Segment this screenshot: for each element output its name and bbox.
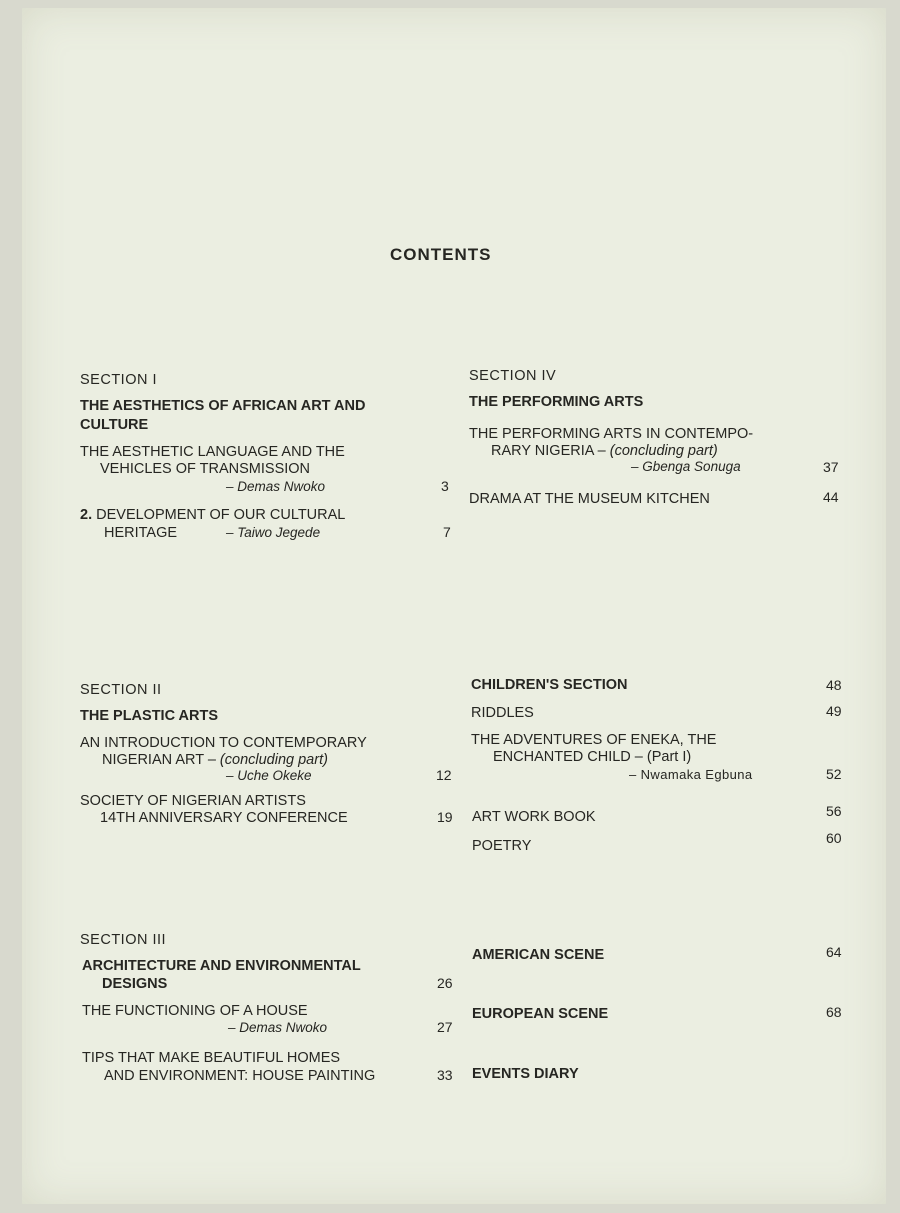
toc-entry-intro-contemporary-line2 — [102, 751, 328, 769]
toc-entry-poetry: POETRY — [472, 838, 532, 854]
toc-entry-eneka-line2: ENCHANTED CHILD – (Part I) — [493, 749, 692, 765]
toc-author-demas-nwoko: – Demas Nwoko — [226, 479, 326, 494]
toc-page-number: 26 — [437, 975, 453, 991]
toc-page-number: 56 — [826, 803, 842, 819]
childrens-section-heading: CHILDREN'S SECTION — [471, 677, 628, 693]
toc-page-number: 60 — [826, 830, 842, 846]
toc-entry-text: DEVELOPMENT OF OUR CULTURAL — [96, 507, 346, 523]
toc-entry-american-scene: AMERICAN SCENE — [472, 947, 605, 963]
toc-entry-eneka-line1: THE ADVENTURES OF ENEKA, THE — [471, 732, 717, 748]
toc-author-nwamaka-egbuna: – Nwamaka Egbuna — [629, 767, 753, 782]
toc-entry-aesthetic-language-line2: VEHICLES OF TRANSMISSION — [100, 461, 311, 477]
toc-entry-cultural-heritage-line2: HERITAGE — [104, 525, 178, 541]
toc-page-number: 64 — [826, 944, 842, 960]
section-i-subtitle-line2: CULTURE — [80, 417, 149, 433]
toc-author-taiwo-jegede: – Taiwo Jegede — [226, 525, 321, 540]
section-iv-heading: SECTION IV — [469, 368, 557, 384]
toc-page-number: 7 — [443, 524, 451, 540]
page-title: CONTENTS — [390, 245, 492, 264]
toc-entry-aesthetic-language-line1: THE AESTHETIC LANGUAGE AND THE — [80, 444, 345, 460]
toc-page-number: 48 — [826, 677, 842, 693]
toc-entry-text: RARY NIGERIA – — [491, 443, 610, 459]
section-i-heading: SECTION I — [80, 372, 158, 388]
toc-page-number: 12 — [436, 767, 452, 783]
toc-page-number: 52 — [826, 766, 842, 782]
toc-entry-number: 2. — [80, 507, 93, 523]
section-i-subtitle-line1: THE AESTHETICS OF AFRICAN ART AND — [80, 398, 366, 414]
toc-entry-tips-line2: AND ENVIRONMENT: HOUSE PAINTING — [104, 1068, 376, 1084]
toc-page-number: 3 — [441, 478, 449, 494]
toc-page-number: 44 — [823, 489, 839, 505]
toc-page-number: 49 — [826, 703, 842, 719]
toc-entry-functioning-house: THE FUNCTIONING OF A HOUSE — [82, 1003, 308, 1019]
section-iii-subtitle-line1: ARCHITECTURE AND ENVIRONMENTAL — [82, 958, 361, 974]
toc-page-number: 68 — [826, 1004, 842, 1020]
toc-page-number: 27 — [437, 1019, 453, 1035]
section-iii-subtitle-line2: DESIGNS — [102, 976, 168, 992]
toc-entry-tips-line1: TIPS THAT MAKE BEAUTIFUL HOMES — [82, 1050, 341, 1066]
section-iv-subtitle: THE PERFORMING ARTS — [469, 394, 644, 410]
toc-entry-european-scene: EUROPEAN SCENE — [472, 1006, 609, 1022]
toc-entry-society-line1: SOCIETY OF NIGERIAN ARTISTS — [80, 793, 306, 809]
toc-entry-drama-museum-kitchen: DRAMA AT THE MUSEUM KITCHEN — [469, 491, 710, 507]
section-ii-heading: SECTION II — [80, 682, 162, 698]
toc-page-number: 19 — [437, 809, 453, 825]
toc-entry-art-work-book: ART WORK BOOK — [472, 809, 596, 825]
toc-page-number: 33 — [437, 1067, 453, 1083]
section-ii-subtitle: THE PLASTIC ARTS — [80, 708, 219, 724]
page — [22, 8, 886, 1204]
toc-entry-society-line2: 14TH ANNIVERSARY CONFERENCE — [100, 810, 348, 826]
toc-entry-intro-contemporary-line1: AN INTRODUCTION TO CONTEMPORARY — [80, 735, 367, 751]
toc-entry-events-diary: EVENTS DIARY — [472, 1066, 579, 1082]
toc-entry-note: (concluding part) — [219, 752, 328, 768]
toc-entry-text: NIGERIAN ART – — [102, 752, 220, 768]
toc-entry-performing-arts-line1: THE PERFORMING ARTS IN CONTEMPO- — [469, 426, 754, 442]
toc-entry-riddles: RIDDLES — [471, 705, 534, 721]
toc-page-number: 37 — [823, 459, 839, 475]
toc-entry-note: (concluding part) — [609, 443, 718, 459]
toc-entry-performing-arts-line2 — [491, 442, 718, 460]
toc-author-gbenga-sonuga: – Gbenga Sonuga — [631, 459, 741, 474]
toc-entry-cultural-heritage-line1 — [80, 506, 345, 524]
toc-author-uche-okeke: – Uche Okeke — [226, 768, 312, 783]
toc-author-demas-nwoko: – Demas Nwoko — [228, 1020, 328, 1035]
section-iii-heading: SECTION III — [80, 932, 167, 948]
